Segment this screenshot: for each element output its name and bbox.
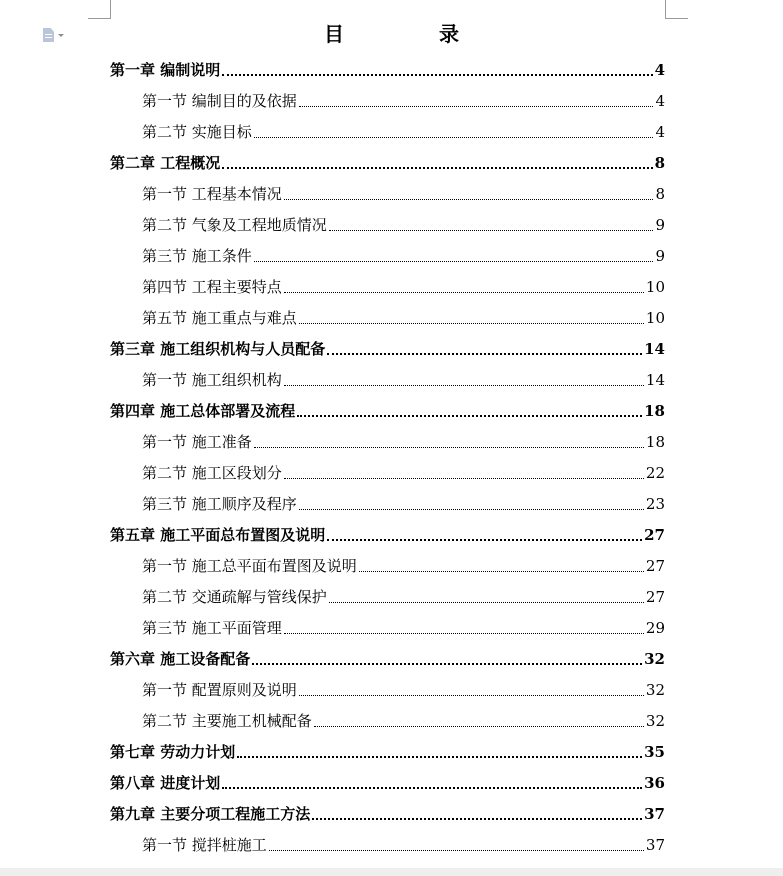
toc-entry-title: 施工总体部署及流程 [160, 402, 296, 420]
toc-dot-leader [222, 787, 642, 789]
toc-page-number: 18 [644, 402, 665, 420]
toc-entry-number: 第一节 [142, 185, 188, 203]
toc-page-number: 8 [654, 154, 665, 172]
toc-entry-number: 第六章 [110, 650, 156, 668]
toc-section-entry[interactable] [110, 116, 665, 147]
toc-dot-leader [327, 353, 642, 355]
toc-entry-number: 第二节 [142, 588, 188, 606]
toc-chapter-entry[interactable] [110, 147, 665, 178]
toc-dot-leader [329, 602, 644, 603]
toc-entry-number: 第七章 [110, 743, 156, 761]
page-bottom-edge [0, 868, 783, 876]
page-title: 目 录 [324, 22, 503, 46]
toc-section-entry[interactable] [110, 240, 665, 271]
toc-section-entry[interactable] [110, 457, 665, 488]
toc-entry-number: 第二节 [142, 123, 188, 141]
toc-chapter-entry[interactable] [110, 519, 665, 550]
toc-entry-title: 编制说明 [160, 61, 221, 79]
toc-dot-leader [299, 509, 644, 510]
toc-entry-number: 第八章 [110, 774, 156, 792]
toc-section-entry[interactable] [110, 612, 665, 643]
toc-entry-number: 第一节 [142, 433, 188, 451]
toc-section-entry[interactable] [110, 364, 665, 395]
toc-dot-leader [252, 663, 642, 665]
toc-entry-title: 施工准备 [191, 433, 252, 451]
toc-entry-title: 配置原则及说明 [191, 681, 297, 699]
toc-page-number: 37 [644, 805, 665, 823]
toc-entry-title: 主要施工机械配备 [191, 712, 312, 730]
toc-entry-title: 搅拌桩施工 [191, 836, 267, 854]
table-of-contents [110, 54, 665, 860]
toc-entry-number: 第五章 [110, 526, 156, 544]
toc-entry-number: 第一节 [142, 836, 188, 854]
toc-page-number: 14 [644, 340, 665, 358]
toc-dot-leader [254, 137, 654, 138]
toc-entry-number: 第二节 [142, 216, 188, 234]
toc-page-number: 4 [655, 92, 665, 110]
toc-entry-number: 第四节 [142, 278, 188, 296]
toc-page-number: 4 [654, 61, 665, 79]
toc-dot-leader [359, 571, 644, 572]
toc-entry-title: 施工总平面布置图及说明 [191, 557, 357, 575]
toc-entry-title: 进度计划 [160, 774, 221, 792]
toc-chapter-entry[interactable] [110, 736, 665, 767]
toc-entry-title: 主要分项工程施工方法 [160, 805, 311, 823]
toc-dot-leader [237, 756, 642, 758]
toc-page-number: 23 [645, 495, 665, 513]
toc-entry-number: 第一节 [142, 557, 188, 575]
toc-page-number: 10 [645, 309, 665, 327]
toc-page-number: 14 [645, 371, 665, 389]
toc-entry-title: 施工重点与难点 [191, 309, 297, 327]
toc-section-entry[interactable] [110, 550, 665, 581]
toc-page-number: 22 [645, 464, 665, 482]
toc-dot-leader [284, 633, 644, 634]
toc-section-entry[interactable] [110, 829, 665, 860]
toc-page-number: 4 [655, 123, 665, 141]
toc-entry-title: 施工平面管理 [191, 619, 282, 637]
toc-entry-title: 施工组织机构 [191, 371, 282, 389]
toc-page-number: 9 [655, 247, 665, 265]
toc-dot-leader [222, 74, 652, 76]
toc-page-number: 32 [645, 712, 665, 730]
toc-chapter-entry[interactable] [110, 395, 665, 426]
toc-entry-title: 实施目标 [191, 123, 252, 141]
toc-section-entry[interactable] [110, 271, 665, 302]
page-corner-mark-left [88, 0, 111, 19]
toc-entry-number: 第二节 [142, 712, 188, 730]
toc-entry-number: 第三节 [142, 247, 188, 265]
toc-page-number: 32 [644, 650, 665, 668]
toc-entry-number: 第三节 [142, 619, 188, 637]
toc-entry-number: 第三章 [110, 340, 156, 358]
toc-entry-title: 施工设备配备 [160, 650, 251, 668]
toc-dot-leader [254, 447, 644, 448]
toc-entry-number: 第一节 [142, 371, 188, 389]
toc-entry-title: 工程主要特点 [191, 278, 282, 296]
toc-chapter-entry[interactable] [110, 54, 665, 85]
toc-entry-number: 第一节 [142, 681, 188, 699]
toc-dot-leader [284, 292, 644, 293]
toc-dot-leader [299, 106, 654, 107]
toc-page-number: 36 [644, 774, 665, 792]
toc-entry-number: 第二节 [142, 464, 188, 482]
toc-dot-leader [329, 230, 654, 231]
toc-chapter-entry[interactable] [110, 333, 665, 364]
toc-dot-leader [299, 695, 644, 696]
toc-section-entry[interactable] [110, 426, 665, 457]
toc-section-entry[interactable] [110, 705, 665, 736]
toc-dot-leader [222, 167, 652, 169]
toc-page-number: 29 [645, 619, 665, 637]
toc-dot-leader [327, 539, 642, 541]
toc-dot-leader [297, 415, 642, 417]
toc-entry-title: 施工平面总布置图及说明 [160, 526, 326, 544]
toc-section-entry[interactable] [110, 488, 665, 519]
toc-dot-leader [254, 261, 654, 262]
toc-page-number: 8 [655, 185, 665, 203]
toc-dot-leader [314, 726, 644, 727]
toc-chapter-entry[interactable] [110, 767, 665, 798]
toc-section-entry[interactable] [110, 581, 665, 612]
toc-entry-title: 施工顺序及程序 [191, 495, 297, 513]
toc-page-number: 9 [655, 216, 665, 234]
toc-entry-title: 施工组织机构与人员配备 [160, 340, 326, 358]
toc-section-entry[interactable] [110, 302, 665, 333]
toc-page-number: 27 [645, 588, 665, 606]
toc-entry-title: 气象及工程地质情况 [191, 216, 327, 234]
page-corner-mark-right [665, 0, 688, 19]
toc-dot-leader [299, 323, 644, 324]
toc-chapter-entry[interactable] [110, 798, 665, 829]
toc-entry-title: 交通疏解与管线保护 [191, 588, 327, 606]
toc-page-number: 32 [645, 681, 665, 699]
toc-entry-number: 第五节 [142, 309, 188, 327]
toc-entry-title: 施工条件 [191, 247, 252, 265]
toc-entry-title: 编制目的及依据 [191, 92, 297, 110]
toc-entry-number: 第四章 [110, 402, 156, 420]
toc-entry-title: 工程概况 [160, 154, 221, 172]
toc-dot-leader [284, 199, 654, 200]
toc-entry-number: 第三节 [142, 495, 188, 513]
toc-dot-leader [269, 850, 644, 851]
toc-page-number: 27 [645, 557, 665, 575]
toc-page-number: 37 [645, 836, 665, 854]
toc-chapter-entry[interactable] [110, 643, 665, 674]
toc-entry-title: 劳动力计划 [160, 743, 236, 761]
toc-entry-number: 第九章 [110, 805, 156, 823]
toc-page-number: 27 [644, 526, 665, 544]
toc-section-entry[interactable] [110, 85, 665, 116]
toc-section-entry[interactable] [110, 209, 665, 240]
toc-page-number: 35 [644, 743, 665, 761]
toc-entry-number: 第一节 [142, 92, 188, 110]
toc-section-entry[interactable] [110, 178, 665, 209]
toc-dot-leader [312, 818, 642, 820]
toc-entry-title: 工程基本情况 [191, 185, 282, 203]
toc-section-entry[interactable] [110, 674, 665, 705]
toc-entry-number: 第一章 [110, 61, 156, 79]
toc-entry-title: 施工区段划分 [191, 464, 282, 482]
toc-dot-leader [284, 385, 644, 386]
toc-page-number: 10 [645, 278, 665, 296]
toc-page-number: 18 [645, 433, 665, 451]
toc-entry-number: 第二章 [110, 154, 156, 172]
toc-dot-leader [284, 478, 644, 479]
